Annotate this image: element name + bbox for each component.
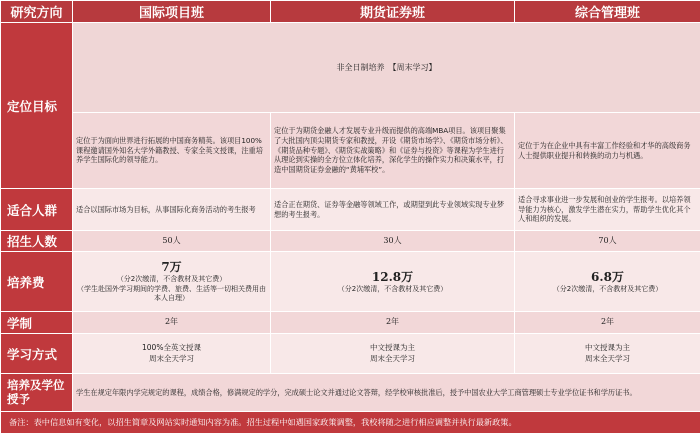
row-label-goal: 定位目标 bbox=[1, 23, 73, 189]
header-row bbox=[1, 1, 700, 23]
row-label-enroll: 招生人数 bbox=[1, 231, 73, 252]
fee-futures bbox=[271, 252, 515, 312]
col-header-futures: 期货证券班 bbox=[271, 1, 515, 23]
row-audience bbox=[1, 189, 700, 231]
enroll-intl: 50人 bbox=[73, 231, 271, 252]
mode-mgmt bbox=[515, 334, 700, 374]
audience-mgmt: 适合寻求事业进一步发展和创业的学生报考。以培养领导能力为核心，激发学生潜在实力，帮助学生优化其个人和组织的发展。 bbox=[515, 189, 700, 231]
row-label-mode: 学习方式 bbox=[1, 334, 73, 374]
duration-intl: 2年 bbox=[73, 312, 271, 334]
goal-futures: 定位于为期货金融人才发展专业升级而提供的高端MBA项目。该项目聚集了大批国内顶尖期货专家和教授，开设《期货市场学》、《期货市场分析》、《期货品种专题》、《期货实战策略》和《证券与投资》等课程为学生进行从理论到实操的全方位立体化培养，深化学生的操作实力和决策水平，打造中国期货证券金融的“黄埔军校”。 bbox=[271, 113, 515, 189]
fee-mgmt-note: （分2次缴清，不含教材及其它费） bbox=[518, 285, 697, 294]
enroll-futures: 30人 bbox=[271, 231, 515, 252]
fee-futures-note: （分2次缴清，不含教材及其它费） bbox=[274, 285, 511, 294]
footer-note: 备注：表中信息如有变化，以招生简章及网站实时通知内容为准。招生过程中如遇国家政策调整，我校将随之进行相应调整并执行最新政策。 bbox=[1, 412, 700, 434]
row-mode bbox=[1, 334, 700, 374]
mode-futures bbox=[271, 334, 515, 374]
row-duration bbox=[1, 312, 700, 334]
row-label-degree: 培养及学位授予 bbox=[1, 374, 73, 412]
col-header-intl: 国际项目班 bbox=[73, 1, 271, 23]
degree-text: 学生在规定年限内学完规定的课程，成绩合格，修满规定的学分，完成硕士论文并通过论文答辩，经学校审核批准后，授予中国农业大学工商管理硕士专业学位证书和学历证书。 bbox=[73, 374, 700, 412]
audience-intl: 适合以国际市场为目标，从事国际化商务活动的考生报考 bbox=[73, 189, 271, 231]
row-goal-content bbox=[1, 113, 700, 189]
enroll-mgmt: 70人 bbox=[515, 231, 700, 252]
audience-futures: 适合正在期货、证券等金融等领域工作，或期望到此专业领域实现专业梦想的考生报考。 bbox=[271, 189, 515, 231]
duration-futures: 2年 bbox=[271, 312, 515, 334]
fee-mgmt-amount: 6.8万 bbox=[518, 269, 697, 285]
mode-mgmt-2: 周末全天学习 bbox=[518, 354, 697, 364]
study-mode-subtitle: 非全日制培养 【周末学习】 bbox=[73, 23, 700, 113]
mode-intl bbox=[73, 334, 271, 374]
mode-intl-1: 100%全英文授课 bbox=[76, 343, 267, 353]
fee-intl-note: （分2次缴清，不含教材及其它费） bbox=[76, 275, 267, 284]
row-degree bbox=[1, 374, 700, 412]
mode-intl-2: 周末全天学习 bbox=[76, 354, 267, 364]
row-goal bbox=[1, 23, 700, 113]
fee-intl-extra: （学生赴国外学习期间的学费、旅费、生活等一切相关费用由本人自理） bbox=[76, 285, 267, 304]
row-label-audience: 适合人群 bbox=[1, 189, 73, 231]
col-header-mgmt: 综合管理班 bbox=[515, 1, 700, 23]
mode-futures-1: 中文授课为主 bbox=[274, 343, 511, 353]
goal-mgmt: 定位于为在企业中具有丰富工作经验和才华的高级商务人士提供职业提升和转换的动力与机遇。 bbox=[515, 113, 700, 189]
row-label-fee: 培养费 bbox=[1, 252, 73, 312]
duration-mgmt: 2年 bbox=[515, 312, 700, 334]
goal-intl: 定位于为面向世界进行拓展的中国商务精英。该项目100%课程邀请国外知名大学外籍教授、专家全英文授课，注重培养学生国际化的领导能力。 bbox=[73, 113, 271, 189]
row-footer bbox=[1, 412, 700, 434]
row-enroll bbox=[1, 231, 700, 252]
fee-intl bbox=[73, 252, 271, 312]
row-label-duration: 学制 bbox=[1, 312, 73, 334]
fee-futures-amount: 12.8万 bbox=[274, 269, 511, 285]
fee-mgmt bbox=[515, 252, 700, 312]
mode-futures-2: 周末全天学习 bbox=[274, 354, 511, 364]
corner-header: 研究方向 bbox=[1, 1, 73, 23]
row-fee bbox=[1, 252, 700, 312]
mode-mgmt-1: 中文授课为主 bbox=[518, 343, 697, 353]
fee-intl-amount: 7万 bbox=[76, 259, 267, 275]
